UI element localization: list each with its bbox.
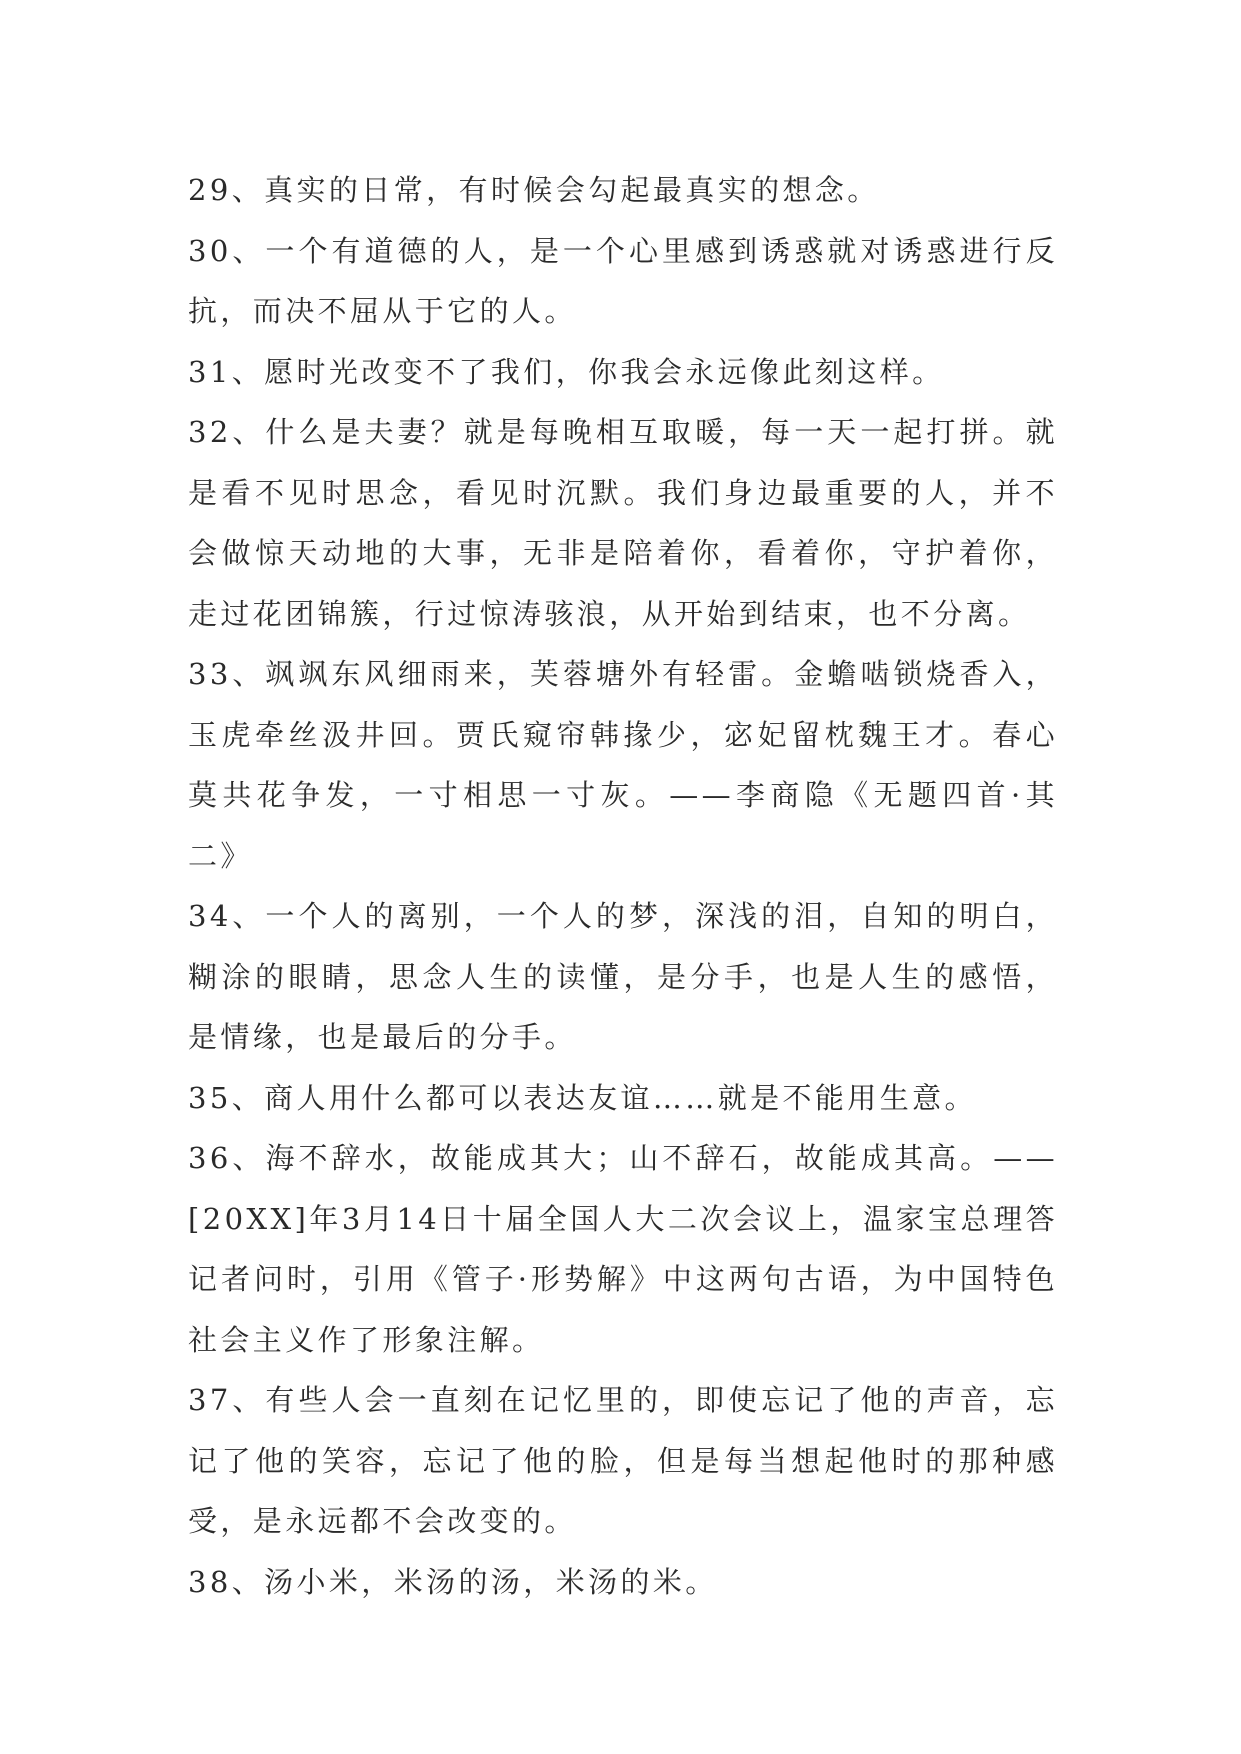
paragraph-31: 31、愿时光改变不了我们，你我会永远像此刻这样。 bbox=[188, 354, 945, 389]
paragraph-37: 37、有些人会一直刻在记忆里的，即使忘记了他的声音，忘记了他的笑容，忘记了他的脸，但是每当想起他时的那种感受，是永远都不会改变的。 bbox=[188, 1383, 1058, 1538]
paragraph-38: 38、汤小米，米汤的汤，米汤的米。 bbox=[188, 1564, 718, 1599]
document-body bbox=[188, 160, 1058, 1612]
paragraph-29: 29、真实的日常，有时候会勾起最真实的想念。 bbox=[188, 173, 880, 207]
paragraph-34: 34、一个人的离别，一个人的梦，深浅的泪，自知的明白，糊涂的眼睛，思念人生的读懂，是分手，也是人生的感悟，是情缘，也是最后的分手。 bbox=[188, 899, 1058, 1054]
paragraph-33: 33、飒飒东风细雨来，芙蓉塘外有轻雷。金蟾啮锁烧香入，玉虎牵丝汲井回。贾氏窥帘韩掾少，宓妃留枕魏王才。春心莫共花争发，一寸相思一寸灰。——李商隐《无题四首·其二》 bbox=[188, 657, 1058, 873]
paragraph-32: 32、什么是夫妻？就是每晚相互取暖，每一天一起打拼。就是看不见时思念，看见时沉默。我们身边最重要的人，并不会做惊天动地的大事，无非是陪着你，看着你，守护着你，走过花团锦簇，行过惊涛骇浪，从开始到结束，也不分离。 bbox=[188, 415, 1058, 631]
paragraph-30: 30、一个有道德的人，是一个心里感到诱惑就对诱惑进行反抗，而决不屈从于它的人。 bbox=[188, 233, 1058, 328]
paragraph-36: 36、海不辞水，故能成其大；山不辞石，故能成其高。——[20XX]年3月14日十届全国人大二次会议上，温家宝总理答记者问时，引用《管子·形势解》中这两句古语，为中国特色社会主义作了形象注解。 bbox=[188, 1141, 1058, 1357]
paragraph-35: 35、商人用什么都可以表达友谊……就是不能用生意。 bbox=[188, 1080, 977, 1115]
